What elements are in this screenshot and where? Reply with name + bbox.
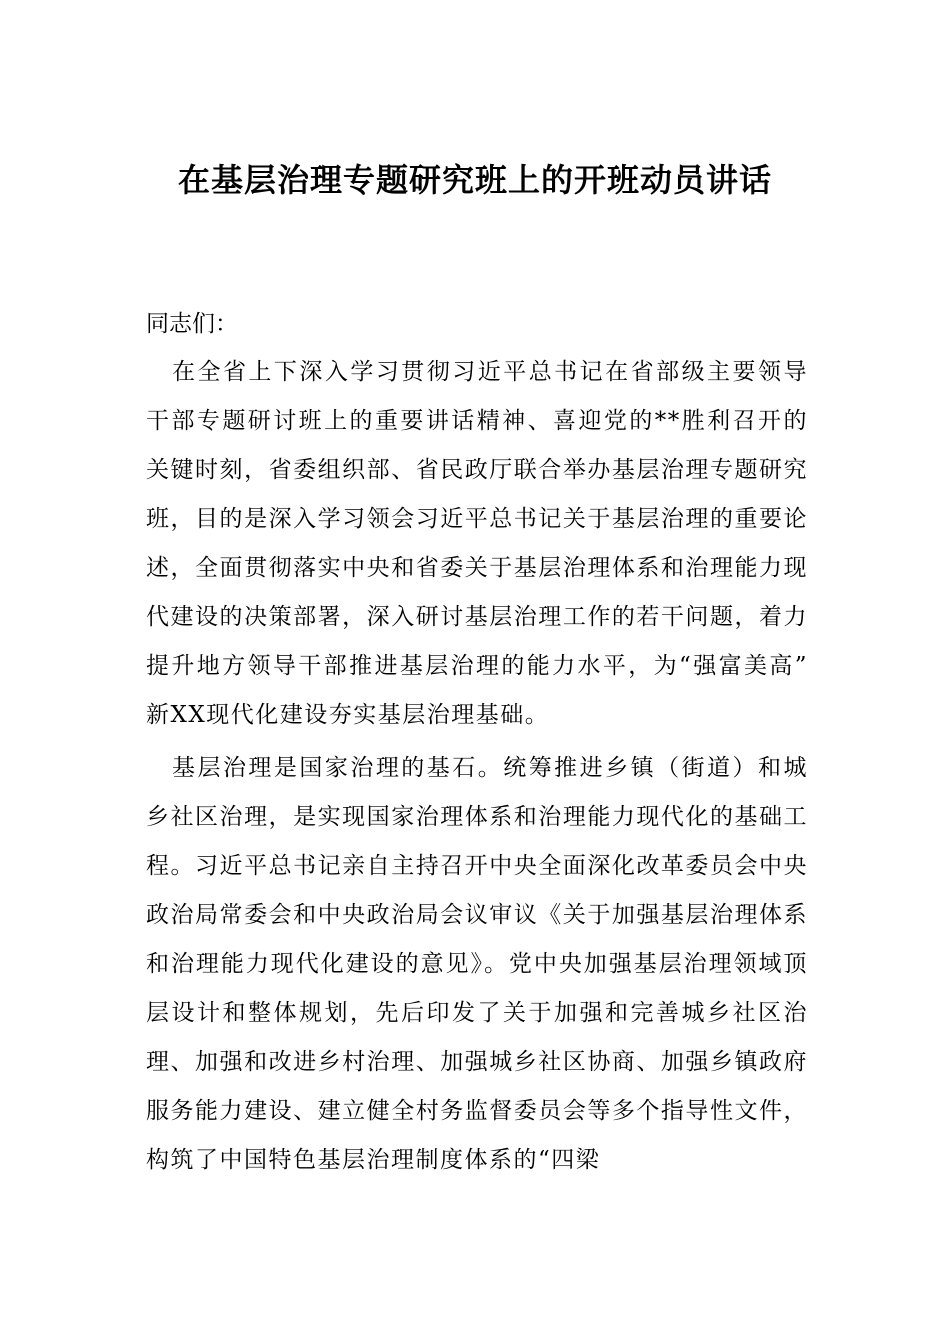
salutation: 同志们：	[146, 311, 238, 337]
paragraph-1: 在全省上下深入学习贯彻习近平总书记在省部级主要领导干部专题研讨班上的重要讲话精神、喜迎党的**胜利召开的关键时刻，省委组织部、省民政厅联合举办基层治理专题研究班，目的是深入学习领会习近平总书记关于基层治理的重要论述，全面贯彻落实中央和省委关于基层治理体系和治理能力现代建设的决策部署，深入研讨基层治理工作的若干问题，着力提升地方领导干部推进基层治理的能力水平，为“强富美高” 新XX现代化建设夯实基层治理基础。	[146, 359, 808, 728]
document-title: 在基层治理专题研究班上的开班动员讲话	[177, 161, 772, 199]
paragraph-2: 基层治理是国家治理的基石。统筹推进乡镇（街道）和城乡社区治理，是实现国家治理体系和治理能力现代化的基础工程。习近平总书记亲自主持召开中央全面深化改革委员会中央政治局常委会和中央政治局会议审议《关于加强基层治理体系和治理能力现代化建设的意见》。党中央加强基层治理领域顶层设计和整体规划，先后印发了关于加强和完善城乡社区治理、加强和改进乡村治理、加强城乡社区协商、加强乡镇政府服务能力建设、建立健全村务监督委员会等多个指导性文件，构筑了中国特色基层治理制度体系的“四梁	[146, 755, 808, 1173]
